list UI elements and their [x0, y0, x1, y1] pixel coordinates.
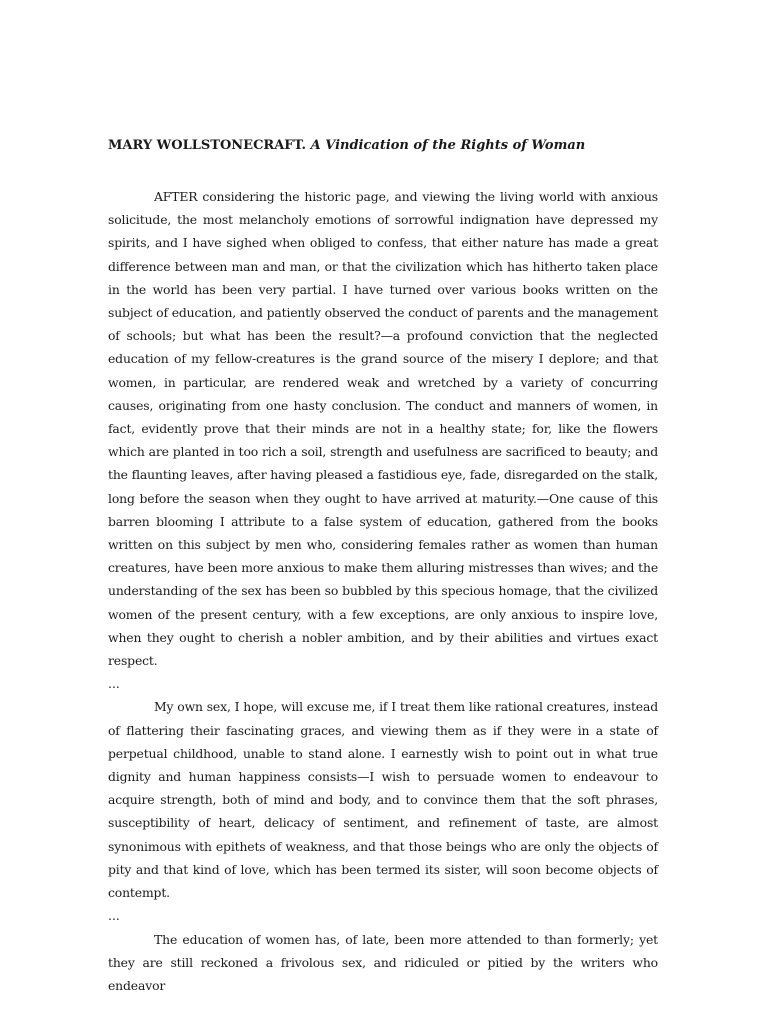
paragraph-2: My own sex, I hope, will excuse me, if I treat them like rational creatures, instead of flattering their fascinating graces, and viewing them as if they were in a state of perpetual childhood, unable to stand alone. I earnestly wish to point out in what true dignity and human happiness consists—I wish to persuade women to endeavour to acquire strength, both of mind and body, and to convince them that the soft phrases, susceptibility of heart, delicacy of sentiment, and refinement of taste, are almost synonimous with epithets of weakness, and that those beings who are only the objects of pity and that kind of love, which has been termed its sister, will soon become objects of contempt. [108, 699, 658, 901]
author-name: MARY WOLLSTONECRAFT. [108, 138, 307, 153]
document-heading [108, 136, 658, 156]
document-page [108, 136, 658, 997]
ellipsis-1: ... [108, 676, 120, 692]
work-title: A Vindication of the Rights of Woman [310, 138, 586, 153]
paragraph-3: The education of women has, of late, been more attended to than formerly; yet they are still reckoned a frivolous sex, and ridiculed or pitied by the writers who endeavor [108, 931, 658, 993]
paragraph-1: AFTER considering the historic page, and viewing the living world with anxious solicitude, the most melancholy emotions of sorrowful indignation have depressed my spirits, and I have sighed when obliged to confess, that either nature has made a great difference between man and man, or that the civilization which has hitherto taken place in the world has been very partial. I have turned over various books written on the subject of education, and patiently observed the conduct of parents and the management of schools; but what has been the result?—a profound conviction that the neglected education of my fellow-creatures is the grand source of the misery I deplore; and that women, in particular, are rendered weak and wretched by a variety of concurring causes, originating from one hasty conclusion. The conduct and manners of women, in fact, evidently prove that their minds are not in a healthy state; for, like the flowers which are planted in too rich a soil, strength and usefulness are sacrificed to beauty; and the flaunting leaves, after having pleased a fastidious eye, fade, disregarded on the stalk, long before the season when they ought to have arrived at maturity.—One cause of this barren blooming I attribute to a false system of education, gathered from the books written on this subject by men who, considering females rather as women than human creatures, have been more anxious to make them alluring mistresses than wives; and the understanding of the sex has been so bubbled by this specious homage, that the civilized women of the present century, with a few exceptions, are only anxious to inspire love, when they ought to cherish a nobler ambition, and by their abilities and virtues exact respect. [108, 189, 658, 669]
ellipsis-2: ... [108, 908, 120, 924]
